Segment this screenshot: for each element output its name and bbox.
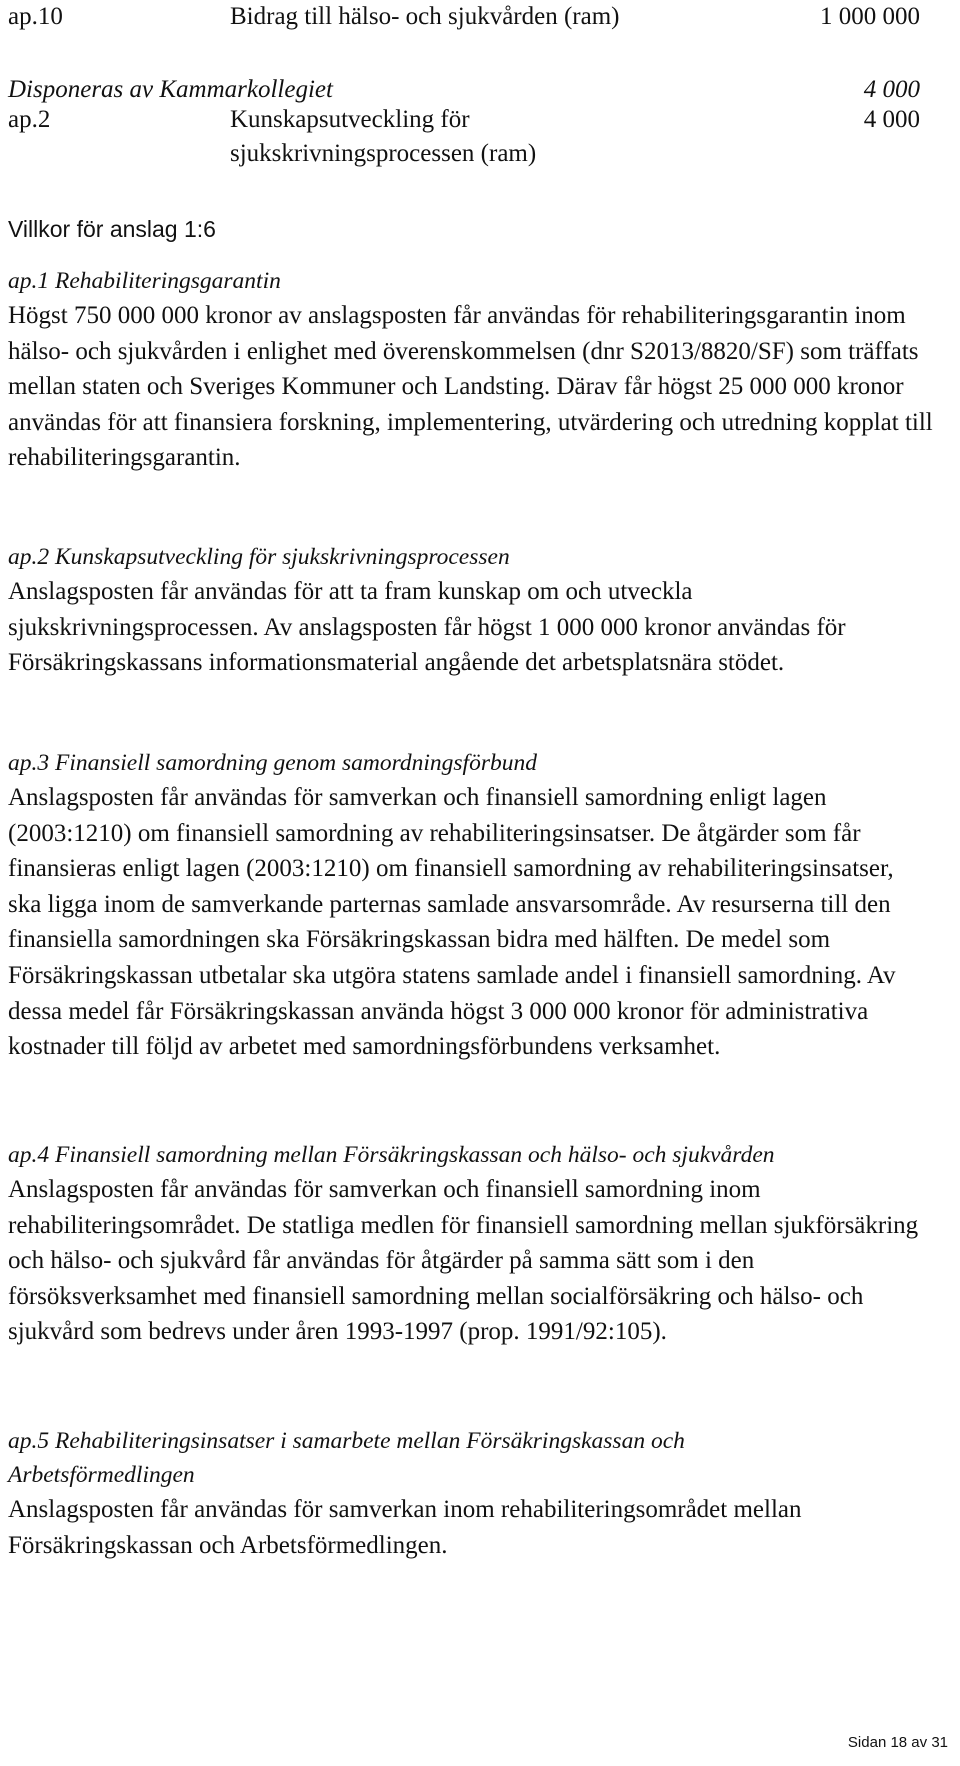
row-amount: 4 000	[863, 106, 920, 133]
section-heading: ap.1 Rehabiliteringsgarantin	[8, 268, 281, 294]
section-ap4	[8, 1138, 933, 1350]
section-heading: ap.5 Rehabiliteringsinsatser i samarbete mellan Försäkringskassan och Arbetsförmedlingen	[8, 1428, 685, 1488]
section-ap3	[8, 746, 933, 1065]
section-heading: ap.2 Kunskapsutveckling för sjukskrivningsprocessen	[8, 544, 510, 570]
allocation-row-ap2	[0, 103, 960, 171]
disponeras-label: Disponeras av Kammarkollegiet	[8, 76, 333, 103]
section-body: Anslagsposten får användas för att ta fram kunskap om och utveckla sjukskrivningsprocessen. Av anslagsposten får högst 1 000 000 kronor användas för Försäkringskassans informationsmaterial angående det arbetsplatsnära stödet.	[8, 578, 846, 677]
section-body: Högst 750 000 000 kronor av anslagsposten får användas för rehabiliteringsgarantin inom hälso- och sjukvården i enlighet med överenskommelsen (dnr S2013/8820/SF) som träffats mellan staten och Sveriges Kommuner och Landsting. Därav får högst 25 000 000 kronor användas för att finansiera forskning, implementering, utvärdering och utredning kopplat till rehabiliteringsgarantin.	[8, 302, 933, 472]
section-heading: ap.3 Finansiell samordning genom samordningsförbund	[8, 750, 537, 776]
section-heading: ap.4 Finansiell samordning mellan Försäkringskassan och hälso- och sjukvården	[8, 1142, 775, 1168]
row-amount: 1 000 000	[820, 3, 920, 30]
allocation-row-ap10	[0, 0, 960, 68]
section-body: Anslagsposten får användas för samverkan och finansiell samordning enligt lagen (2003:1210) om finansiell samordning av rehabiliteringsinsatser. De åtgärder som får finansieras enligt lagen (2003:1210) om finansiell samordning av rehabiliteringsinsatser, ska ligga inom de samverkande parternas samlade ansvarsområde. Av resurserna till den finansiella samordningen ska Försäkringskassan bidra med hälften. De medel som Försäkringskassan utbetalar ska utgöra statens samlade andel i finansiell samordning. Av dessa medel får Försäkringskassan använda högst 3 000 000 kronor för administrativa kostnader till följd av arbetet med samordningsförbundens verksamhet.	[8, 784, 896, 1061]
section-ap5	[8, 1424, 802, 1563]
disponeras-amount: 4 000	[863, 76, 920, 103]
villkor-heading: Villkor för anslag 1:6	[8, 216, 216, 242]
section-ap2	[8, 540, 933, 681]
page-number: Sidan 18 av 31	[847, 1734, 948, 1751]
section-ap1	[8, 264, 933, 476]
row-description: Bidrag till hälso- och sjukvården (ram)	[230, 3, 620, 30]
section-body: Anslagsposten får användas för samverkan och finansiell samordning inom rehabiliteringsområdet. De statliga medlen för finansiell samordning mellan sjukförsäkring och hälso- och sjukvård får användas för åtgärder på samma sätt som i den försöksverksamhet med finansiell samordning mellan socialförsäkring och hälso- och sjukvård som bedrevs under åren 1993-1997 (prop. 1991/92:105).	[8, 1176, 919, 1346]
row-description: Kunskapsutveckling för sjukskrivningsprocessen (ram)	[230, 106, 537, 167]
row-ap-label: ap.2	[8, 106, 51, 133]
row-ap-label: ap.10	[8, 3, 63, 30]
section-body: Anslagsposten får användas för samverkan inom rehabiliteringsområdet mellan Försäkringskassan och Arbetsförmedlingen.	[8, 1496, 802, 1559]
